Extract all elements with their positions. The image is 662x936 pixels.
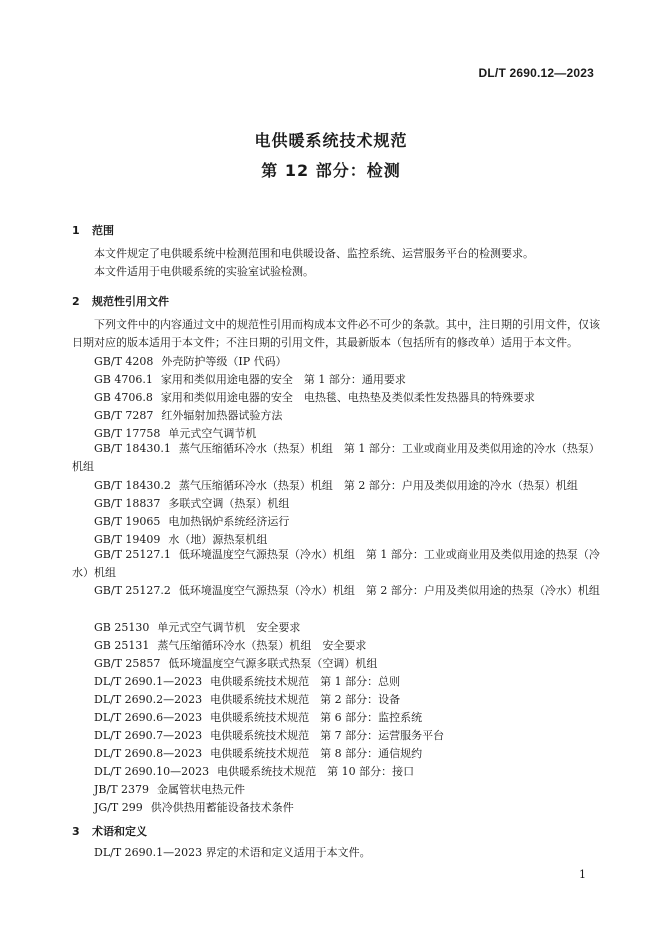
reference-item: GB 4706.8 家用和类似用途电器的安全 电热毯、电热垫及类似柔性发热器具的特殊要求 — [94, 391, 535, 404]
section-heading-scope: 1 范围 — [72, 224, 114, 237]
document-subtitle: 第 12 部分：检测 — [261, 161, 401, 180]
reference-item: GB 25130 单元式空气调节机 安全要求 — [94, 621, 301, 634]
document-title: 电供暖系统技术规范 — [254, 131, 408, 150]
scope-paragraph-1: 本文件规定了电供暖系统中检测范围和电供暖设备、监控系统、运营服务平台的检测要求。 — [94, 247, 534, 260]
reference-item: GB/T 17758 单元式空气调节机 — [94, 427, 257, 440]
reference-item: DL/T 2690.7—2023 电供暖系统技术规范 第 7 部分：运营服务平台 — [94, 729, 445, 742]
section-heading-terms: 3 术语和定义 — [72, 825, 147, 838]
reference-item: DL/T 2690.8—2023 电供暖系统技术规范 第 8 部分：通信规约 — [94, 747, 423, 760]
section-heading-normative: 2 规范性引用文件 — [72, 295, 169, 308]
reference-item: GB/T 19409 水（地）源热泵机组 — [94, 533, 268, 546]
reference-item: DL/T 2690.2—2023 电供暖系统技术规范 第 2 部分：设备 — [94, 693, 401, 706]
reference-item: GB/T 4208 外壳防护等级（IP 代码） — [94, 355, 287, 368]
reference-item: GB/T 25127.2 低环境温度空气源热泵（冷水）机组 第 2 部分：户用及类似用途的热泵（冷水）机组 — [94, 584, 600, 597]
reference-item: GB/T 19065 电加热锅炉系统经济运行 — [94, 515, 290, 528]
page-number: 1 — [579, 868, 586, 881]
reference-item: GB/T 7287 红外辐射加热器试验方法 — [94, 409, 283, 422]
reference-item: GB 25131 蒸气压缩循环冷水（热泵）机组 安全要求 — [94, 639, 367, 652]
standard-code: DL/T 2690.12—2023 — [478, 66, 594, 80]
reference-item: DL/T 2690.6—2023 电供暖系统技术规范 第 6 部分：监控系统 — [94, 711, 423, 724]
reference-item: GB/T 25857 低环境温度空气源多联式热泵（空调）机组 — [94, 657, 378, 670]
reference-item: GB/T 18430.2 蒸气压缩循环冷水（热泵）机组 第 2 部分：户用及类似用途的冷水（热泵）机组 — [94, 479, 578, 492]
reference-item: GB/T 18837 多联式空调（热泵）机组 — [94, 497, 290, 510]
reference-item: GB 4706.1 家用和类似用途电器的安全 第 1 部分：通用要求 — [94, 373, 406, 386]
reference-item: DL/T 2690.1—2023 电供暖系统技术规范 第 1 部分：总则 — [94, 675, 401, 688]
reference-item: DL/T 2690.10—2023 电供暖系统技术规范 第 10 部分：接口 — [94, 765, 415, 778]
scope-paragraph-2: 本文件适用于电供暖系统的实验室试验检测。 — [94, 265, 314, 278]
terms-paragraph: DL/T 2690.1—2023 界定的术语和定义适用于本文件。 — [94, 846, 371, 859]
reference-item: JG/T 299 供冷供热用蓄能设备技术条件 — [94, 801, 294, 814]
reference-item: JB/T 2379 金属管状电热元件 — [94, 783, 246, 796]
reference-item: GB/T 25127.1 低环境温度空气源热泵（冷水）机组 第 1 部分：工业或商业用及类似用途的热泵（冷水）机组 — [72, 548, 600, 579]
reference-item: GB/T 18430.1 蒸气压缩循环冷水（热泵）机组 第 1 部分：工业或商业用及类似用途的冷水（热泵）机组 — [72, 442, 600, 473]
normative-intro: 下列文件中的内容通过文中的规范性引用而构成本文件必不可少的条款。其中，注日期的引用文件，仅该日期对应的版本适用于本文件；不注日期的引用文件，其最新版本（包括所有的修改单）适用于本文件。 — [72, 318, 600, 349]
